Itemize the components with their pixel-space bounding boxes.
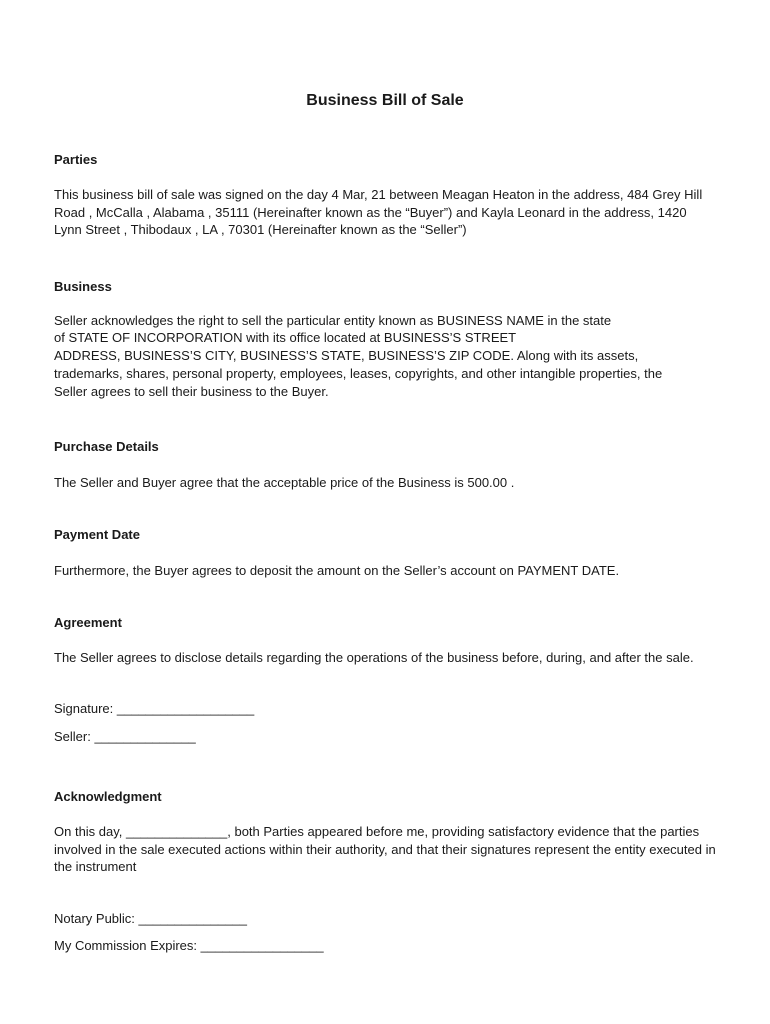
commission-expires-line: My Commission Expires: _________________	[54, 938, 324, 953]
business-paragraph-line: Seller acknowledges the right to sell the particular entity known as BUSINESS NAME in the state	[54, 313, 612, 328]
document-title: Business Bill of Sale	[306, 92, 464, 109]
purchase-details-paragraph: The Seller and Buyer agree that the acceptable price of the Business is 500.00 .	[54, 475, 515, 490]
business-paragraph-line: ADDRESS, BUSINESS’S CITY, BUSINESS’S STATE, BUSINESS’S ZIP CODE. Along with its assets,	[54, 348, 639, 363]
section-heading-purchase-details: Purchase Details	[54, 439, 159, 454]
section-heading-agreement: Agreement	[54, 615, 122, 630]
business-paragraph-line: of STATE OF INCORPORATION with its office located at BUSINESS’S STREET	[54, 330, 517, 345]
acknowledgment-paragraph: On this day, ______________, both Parties appeared before me, providing satisfactory evidence that the parties involved in the sale executed actions within their authority, and that their signatures represent the entity executed in the instrument	[54, 824, 716, 874]
section-heading-business: Business	[54, 279, 112, 294]
business-paragraph-line: trademarks, shares, personal property, employees, leases, copyrights, and other intangible properties, the	[54, 366, 663, 381]
section-heading-parties: Parties	[54, 152, 98, 167]
section-heading-payment-date: Payment Date	[54, 527, 140, 542]
business-paragraph-line: Seller agrees to sell their business to the Buyer.	[54, 384, 329, 399]
agreement-paragraph: The Seller agrees to disclose details regarding the operations of the business before, during, and after the sale.	[54, 650, 694, 665]
payment-date-paragraph: Furthermore, the Buyer agrees to deposit the amount on the Seller’s account on PAYMENT DATE.	[54, 563, 620, 578]
notary-public-line: Notary Public: _______________	[54, 911, 247, 926]
parties-paragraph: This business bill of sale was signed on the day 4 Mar, 21 between Meagan Heaton in the address, 484 Grey Hill Road , McCalla , Alabama , 35111 (Hereinafter known as the “Buyer”) and Kayla Leonard in the address, 1420 Lynn Street , Thibodaux , LA , 70301 (Hereinafter known as the “Seller”)	[54, 187, 703, 237]
signature-line: Signature: ___________________	[54, 701, 255, 716]
seller-signature-line: Seller: ______________	[54, 729, 196, 744]
section-heading-acknowledgment: Acknowledgment	[54, 789, 162, 804]
